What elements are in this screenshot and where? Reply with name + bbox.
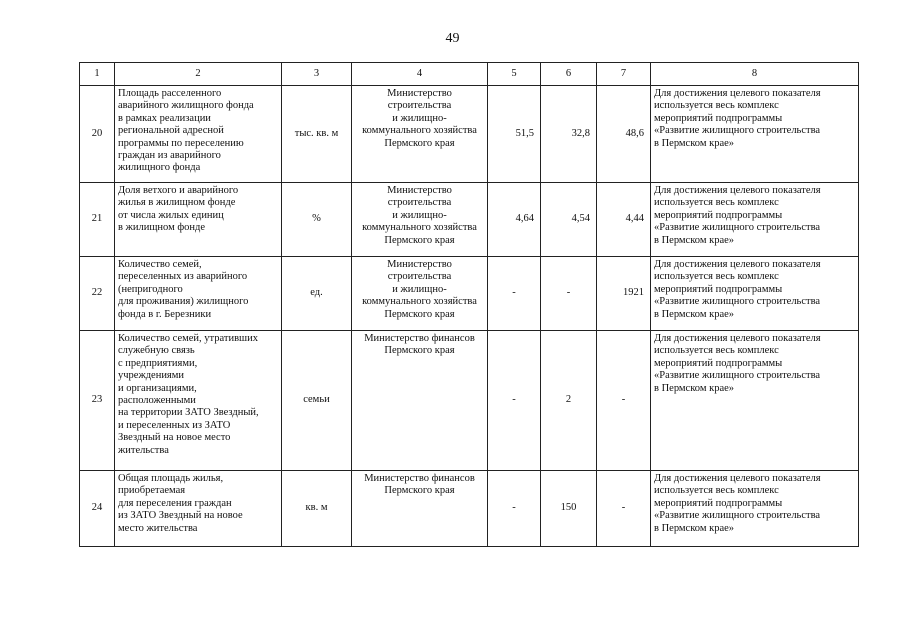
ministry-line: Пермского края	[384, 485, 455, 497]
value-col6-cell: 4,54	[541, 183, 597, 257]
column-header: 4	[352, 63, 488, 86]
ministry-line: и жилищно-	[392, 283, 447, 295]
indicator-name-line: жительства	[118, 444, 169, 456]
indicator-name-cell	[115, 471, 282, 547]
ministry-line: строительства	[387, 197, 452, 209]
unit-cell: семьи	[282, 331, 352, 471]
value-col6-cell: -	[541, 257, 597, 331]
value-col6-cell: 150	[541, 471, 597, 547]
column-header: 3	[282, 63, 352, 86]
row-number-cell: 23	[80, 331, 115, 471]
column-header: 6	[541, 63, 597, 86]
indicator-name-cell	[115, 257, 282, 331]
indicator-name-line: (непригодного	[118, 283, 183, 295]
value-col5-cell: -	[488, 257, 541, 331]
indicator-name-line: Доля ветхого и аварийного	[118, 185, 239, 196]
note-cell	[651, 86, 859, 183]
value-col7-cell: -	[597, 471, 651, 547]
note-line: Для достижения целевого показателя	[654, 333, 821, 344]
indicator-name-line: Количество семей,	[118, 259, 202, 270]
value-col6-cell: 2	[541, 331, 597, 471]
indicator-name-line: и организациями,	[118, 382, 197, 394]
page-number: 49	[445, 31, 460, 46]
ministry-line: коммунального хозяйства	[362, 125, 477, 137]
ministry-cell	[352, 257, 488, 331]
indicator-name-line: для проживания) жилищного	[118, 296, 249, 308]
indicator-name-line: и переселенных из ЗАТО	[118, 419, 231, 431]
value-col5-cell: -	[488, 331, 541, 471]
ministry-line: Министерство	[387, 185, 452, 196]
value-col7-cell: 4,44	[597, 183, 651, 257]
value-col7-cell: 1921	[597, 257, 651, 331]
ministry-line: Министерство	[387, 88, 452, 99]
indicator-name-line: учреждениями	[118, 370, 185, 382]
note-line: используется весь комплекс	[654, 100, 779, 112]
indicator-name-line: граждан из аварийного	[118, 150, 221, 162]
indicator-name-line: приобретаемая	[118, 485, 186, 497]
note-line: мероприятий подпрограммы	[654, 497, 783, 509]
ministry-cell	[352, 331, 488, 471]
note-cell	[651, 257, 859, 331]
ministry-line: коммунального хозяйства	[362, 296, 477, 308]
value-col5-cell: 51,5	[488, 86, 541, 183]
note-line: в Пермском крае»	[654, 382, 735, 394]
ministry-line: Пермского края	[384, 234, 455, 246]
indicator-name-line: жилищного фонда	[118, 162, 201, 174]
ministry-line: и жилищно-	[392, 209, 447, 221]
note-line: «Развитие жилищного строительства	[654, 222, 821, 234]
value-col6-cell: 32,8	[541, 86, 597, 183]
unit-cell: ед.	[282, 257, 352, 331]
indicator-name-cell	[115, 183, 282, 257]
indicator-name-line: переселенных из аварийного	[118, 271, 248, 283]
unit-cell: %	[282, 183, 352, 257]
indicator-name-line: от числа жилых единиц	[118, 209, 224, 221]
indicator-name-line: Площадь расселенного	[118, 88, 222, 99]
note-line: в Пермском крае»	[654, 234, 735, 246]
column-header: 1	[80, 63, 115, 86]
indicator-name-line: служебную связь	[118, 345, 195, 357]
ministry-cell	[352, 471, 488, 547]
indicator-name-line: для переселения граждан	[118, 497, 232, 509]
indicator-name-line: из ЗАТО Звездный на новое	[118, 510, 243, 522]
note-line: мероприятий подпрограммы	[654, 209, 783, 221]
value-col5-cell: -	[488, 471, 541, 547]
indicator-name-line: аварийного жилищного фонда	[118, 100, 254, 112]
indicator-name-line: в жилищном фонде	[118, 222, 206, 234]
note-line: мероприятий подпрограммы	[654, 283, 783, 295]
note-cell	[651, 471, 859, 547]
value-col7-cell: 48,6	[597, 86, 651, 183]
ministry-line: коммунального хозяйства	[362, 222, 477, 234]
note-line: Для достижения целевого показателя	[654, 88, 821, 99]
column-header: 2	[115, 63, 282, 86]
table-row	[80, 331, 859, 471]
note-line: «Развитие жилищного строительства	[654, 510, 821, 522]
indicator-name-line: с предприятиями,	[118, 357, 198, 369]
ministry-line: и жилищно-	[392, 112, 447, 124]
indicator-name-line: программы по переселению	[118, 137, 244, 149]
note-line: Для достижения целевого показателя	[654, 473, 821, 484]
column-header: 8	[651, 63, 859, 86]
ministry-line: строительства	[387, 271, 452, 283]
row-number-cell: 22	[80, 257, 115, 331]
note-line: используется весь комплекс	[654, 271, 779, 283]
note-cell	[651, 331, 859, 471]
table-row	[80, 471, 859, 547]
note-line: «Развитие жилищного строительства	[654, 370, 821, 382]
note-line: используется весь комплекс	[654, 197, 779, 209]
unit-cell: кв. м	[282, 471, 352, 547]
value-col5-cell: 4,64	[488, 183, 541, 257]
indicator-name-cell	[115, 331, 282, 471]
note-line: в Пермском крае»	[654, 137, 735, 149]
indicators-table	[79, 62, 859, 547]
ministry-line: Пермского края	[384, 345, 455, 357]
unit-cell: тыс. кв. м	[282, 86, 352, 183]
indicator-name-line: Звездный на новое место	[118, 432, 231, 444]
header-row	[80, 63, 859, 86]
note-line: Для достижения целевого показателя	[654, 259, 821, 270]
indicator-name-line: на территории ЗАТО Звездный,	[118, 407, 259, 419]
ministry-line: Министерство финансов	[364, 473, 475, 484]
row-number-cell: 21	[80, 183, 115, 257]
indicator-name-line: в рамках реализации	[118, 112, 211, 124]
table-row	[80, 183, 859, 257]
row-number-cell: 20	[80, 86, 115, 183]
indicator-name-line: фонда в г. Березники	[118, 308, 212, 320]
indicator-name-line: жилья в жилищном фонде	[118, 197, 236, 209]
column-header: 5	[488, 63, 541, 86]
indicator-name-line: региональной адресной	[118, 125, 224, 137]
ministry-line: Министерство финансов	[364, 333, 475, 344]
indicator-name-cell	[115, 86, 282, 183]
note-line: используется весь комплекс	[654, 345, 779, 357]
ministry-line: Пермского края	[384, 308, 455, 320]
note-cell	[651, 183, 859, 257]
ministry-line: строительства	[387, 100, 452, 112]
note-line: «Развитие жилищного строительства	[654, 125, 821, 137]
note-line: в Пермском крае»	[654, 522, 735, 534]
indicator-name-line: расположенными	[118, 395, 196, 407]
ministry-line: Министерство	[387, 259, 452, 270]
table-row	[80, 86, 859, 183]
ministry-cell	[352, 183, 488, 257]
note-line: «Развитие жилищного строительства	[654, 296, 821, 308]
row-number-cell: 24	[80, 471, 115, 547]
ministry-line: Пермского края	[384, 137, 455, 149]
note-line: Для достижения целевого показателя	[654, 185, 821, 196]
note-line: в Пермском крае»	[654, 308, 735, 320]
indicator-name-line: Количество семей, утративших	[118, 333, 259, 344]
indicator-name-line: Общая площадь жилья,	[118, 473, 224, 484]
note-line: мероприятий подпрограммы	[654, 112, 783, 124]
ministry-cell	[352, 86, 488, 183]
note-line: мероприятий подпрограммы	[654, 357, 783, 369]
table-row	[80, 257, 859, 331]
column-header: 7	[597, 63, 651, 86]
value-col7-cell: -	[597, 331, 651, 471]
note-line: используется весь комплекс	[654, 485, 779, 497]
indicator-name-line: место жительства	[118, 522, 198, 534]
